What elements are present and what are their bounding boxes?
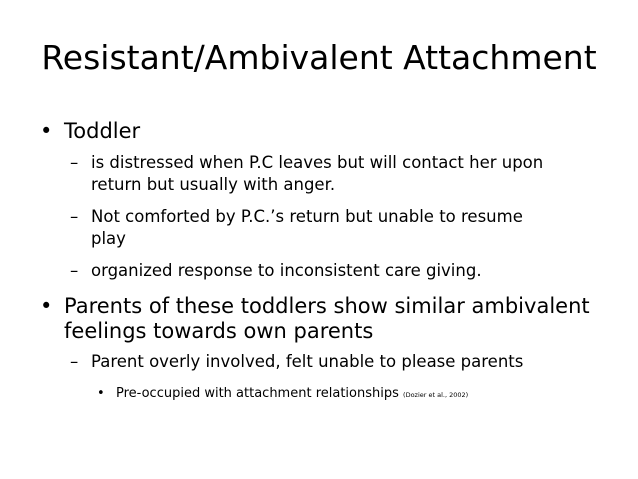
dash-marker: – [70,352,79,371]
dash-marker: – [70,207,79,226]
sub-bullet-text: return but usually with anger. [91,175,336,194]
bullet-text-parents: feelings towards own parents [64,319,374,343]
bullet-marker: • [40,294,53,318]
bullet-text-toddler: Toddler [64,119,141,143]
dash-marker: – [70,153,79,172]
sub-sub-bullet [116,385,468,404]
sub-bullet-text: organized response to inconsistent care giving. [91,261,482,280]
bullet-marker: • [40,119,53,143]
citation: (Dozier et al., 2002) [403,391,469,399]
slide-title: Resistant/Ambivalent Attachment [41,38,597,77]
dash-marker: – [70,261,79,280]
sub-bullet-text: Parent overly involved, felt unable to please parents [91,352,524,371]
sub-sub-bullet-text: Pre-occupied with attachment relationships [116,386,399,401]
bullet-text-parents: Parents of these toddlers show similar ambivalent [64,294,590,318]
sub-bullet-text: Not comforted by P.C.’s return but unable to resume [91,207,523,226]
small-bullet-marker: • [97,386,105,401]
sub-bullet-text: is distressed when P.C leaves but will contact her upon [91,153,544,172]
sub-bullet-text: play [91,229,126,248]
